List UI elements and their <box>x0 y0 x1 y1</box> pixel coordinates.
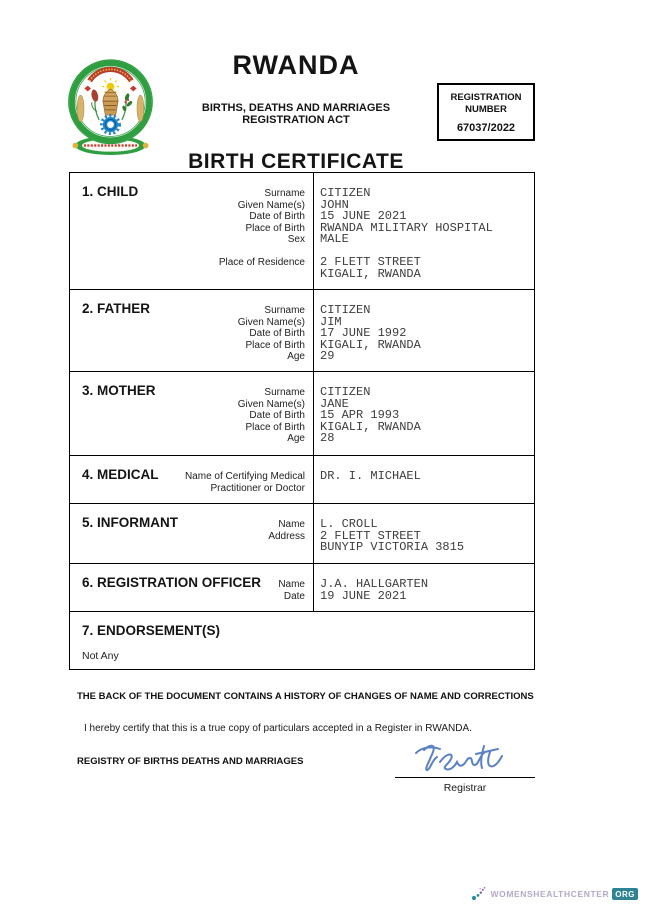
section-title: 2. FATHER <box>82 301 151 316</box>
document-title: BIRTH CERTIFICATE <box>188 150 404 173</box>
registry-title: REGISTRY OF BIRTHS DEATHS AND MARRIAGES <box>77 756 304 767</box>
certificate-table <box>69 172 535 670</box>
table-row <box>70 504 534 564</box>
section-right-cell <box>314 290 534 371</box>
section-left-cell <box>70 456 314 503</box>
section-right-cell <box>314 173 534 289</box>
section-title: 7. ENDORSEMENT(S) <box>82 623 221 638</box>
field-value: JANE <box>320 396 349 411</box>
field-value: MALE <box>320 232 349 246</box>
field-value: 15 APR 1993 <box>320 408 400 422</box>
field-value: 29 <box>320 349 335 363</box>
table-row <box>70 612 534 669</box>
field-value: JOHN <box>320 197 349 212</box>
section-right-cell <box>314 372 534 455</box>
field-value: BUNYIP VICTORIA 3815 <box>320 540 465 554</box>
field-label <box>70 542 305 554</box>
header <box>160 50 432 174</box>
field-value: L. CROLL <box>320 517 378 531</box>
field-value: 19 JUNE 2021 <box>320 588 407 603</box>
field-value: JIM <box>320 314 342 329</box>
field-label: Date of Birth <box>249 410 305 421</box>
field-label: Practitioner or Doctor <box>210 482 305 494</box>
section-title: 5. INFORMANT <box>82 515 178 530</box>
field-label: Given Name(s) <box>237 199 305 211</box>
field-label <box>70 269 305 281</box>
section-title: 1. CHILD <box>82 184 139 199</box>
dot-swoosh-icon <box>471 886 487 901</box>
table-row <box>70 456 534 504</box>
country-title: RWANDA <box>232 50 360 80</box>
field-label: Place of Birth <box>245 222 305 234</box>
field-label: Name <box>278 519 305 530</box>
field-value: J.A. HALLGARTEN <box>320 577 429 591</box>
registration-number-value: 67037/2022 <box>456 122 516 134</box>
registrar-label: Registrar <box>443 782 487 794</box>
section-right-cell <box>314 564 534 611</box>
field-label: Surname <box>264 305 305 316</box>
section-left-cell <box>70 612 534 669</box>
field-label: Surname <box>264 387 305 398</box>
act-subtitle: BIRTHS, DEATHS AND MARRIAGES REGISTRATION ACT <box>201 102 391 126</box>
section-title: 4. MEDICAL <box>82 467 159 482</box>
certify-statement: I hereby certify that this is a true copy of particulars accepted in a Register in RWANDA. <box>84 723 472 734</box>
field-value: 15 JUNE 2021 <box>320 209 407 223</box>
field-value: DR. I. MICHAEL <box>320 469 421 483</box>
section-body: Not Any <box>82 650 119 662</box>
registration-number-box <box>437 83 535 141</box>
signature-line <box>395 777 535 778</box>
section-left-cell <box>70 504 314 563</box>
field-label: Surname <box>264 188 305 199</box>
field-label: Name <box>278 579 305 590</box>
signature-block <box>395 740 535 794</box>
field-value: KIGALI, RWANDA <box>320 419 421 434</box>
section-title: 3. MOTHER <box>82 383 156 398</box>
field-label: Date <box>283 590 305 602</box>
section-left-cell <box>70 290 314 371</box>
field-value: 17 JUNE 1992 <box>320 326 407 340</box>
registration-number-label: REGISTRATION NUMBER <box>450 92 522 115</box>
field-value: CITIZEN <box>320 186 371 200</box>
watermark <box>471 886 638 901</box>
field-label: Date of Birth <box>249 328 305 339</box>
section-left-cell <box>70 372 314 455</box>
field-label: Place of Birth <box>245 421 305 433</box>
rwanda-coat-of-arms-icon <box>63 56 158 164</box>
field-value <box>320 483 534 495</box>
field-label: Address <box>268 530 305 542</box>
field-value: CITIZEN <box>320 385 371 399</box>
section-right-cell <box>314 504 534 563</box>
section-left-cell <box>70 564 314 611</box>
field-value: RWANDA MILITARY HOSPITAL <box>320 220 493 235</box>
field-label <box>70 246 305 258</box>
field-label: Given Name(s) <box>237 398 305 410</box>
registrar-signature-icon <box>410 740 520 776</box>
field-label: Age <box>287 351 305 362</box>
field-label: Age <box>287 433 305 444</box>
field-value: CITIZEN <box>320 303 371 317</box>
field-label: Place of Birth <box>245 339 305 351</box>
table-row <box>70 372 534 456</box>
field-value: KIGALI, RWANDA <box>320 337 421 352</box>
field-label: Sex <box>287 234 305 245</box>
back-of-document-note: THE BACK OF THE DOCUMENT CONTAINS A HISTORY OF CHANGES OF NAME AND CORRECTIONS <box>77 691 534 702</box>
field-value: 2 FLETT STREET <box>320 528 421 543</box>
section-title: 6. REGISTRATION OFFICER <box>82 575 262 590</box>
field-label: Place of Residence <box>218 257 305 268</box>
field-label: Given Name(s) <box>237 316 305 328</box>
section-right-cell <box>314 456 534 503</box>
watermark-text: WOMENSHEALTHCENTER <box>490 888 610 899</box>
field-value: 2 FLETT STREET <box>320 255 421 269</box>
table-row <box>70 173 534 290</box>
section-left-cell <box>70 173 314 289</box>
table-row <box>70 290 534 372</box>
field-value: 28 <box>320 431 335 445</box>
field-label: Date of Birth <box>249 211 305 222</box>
watermark-org-badge: ORG <box>612 888 638 900</box>
field-label: Name of Certifying Medical <box>184 471 305 482</box>
table-row <box>70 564 534 612</box>
field-value: KIGALI, RWANDA <box>320 266 421 281</box>
